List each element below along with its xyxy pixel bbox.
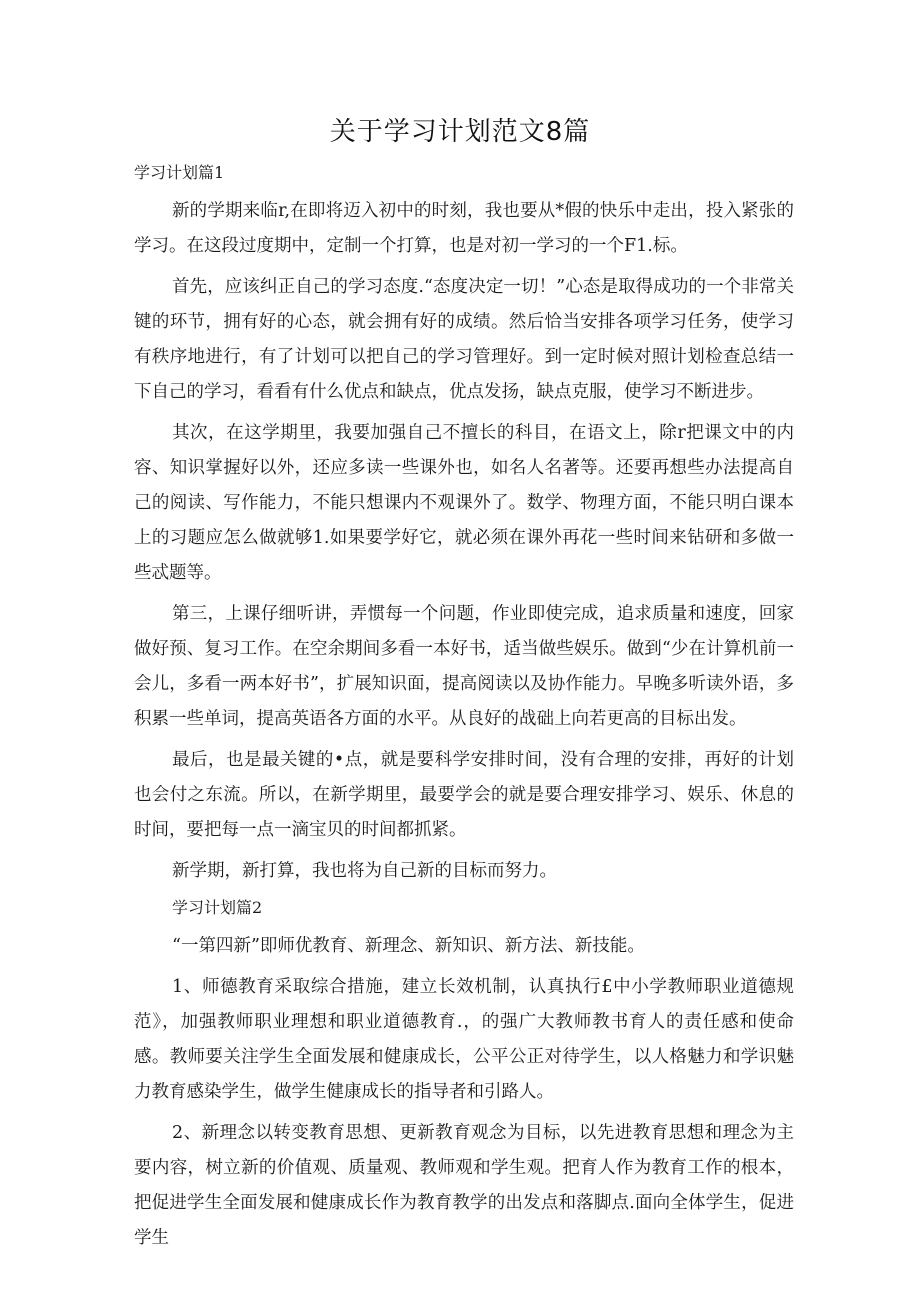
paragraph: 2、新理念以转变教育思想、更新教育观念为目标，以先进教育思想和理念为主要内容，树立新的价值观、质量观、教师观和学生观。把育人作为教育工作的根本，把促进学生全面发展和健康成长作为教育教学的出发点和落脚点.面向全体学生，促进学生 <box>134 1123 794 1248</box>
paragraph: 新的学期来临r,在即将迈入初中的时刻，我也要从*假的快乐中走出，投入紧张的学习。在这段过度期中，定制一个打算，也是对初一学习的一个F1.标。 <box>134 201 794 256</box>
document-title: 关于学习计划范文8篇 <box>329 117 591 147</box>
paragraph: 最后，也是最关键的•点，就是要科学安排时间，没有合理的安排，再好的计划也会付之东流。所以，在新学期里，最要学会的就是要合理安排学习、娱乐、休息的时间，要把每一点一滴宝贝的时间都抓紧。 <box>134 750 794 840</box>
paragraph: 第三，上课仔细听讲，弄惯每一个问题，作业即使完成，追求质量和速度，回家做好预、复习工作。在空余期间多看一本好书，适当做些娱乐。做到“少在计算机前一会儿，多看一两本好书”，扩展知识面，提高阅读以及协作能力。早晚多听读外语，多积累一些单词，提高英语各方面的水平。从良好的战础上向若更高的目标出发。 <box>134 604 794 729</box>
paragraph: “一第四新”即师优教育、新理念、新知识、新方法、新技能。 <box>172 936 645 956</box>
document-body <box>134 158 794 1256</box>
paragraph: 首先，应该纠正自己的学习态度.“态度决定一切！”心态是取得成功的一个非常关键的环节，拥有好的心态，就会拥有好的成绩。然后恰当安排各项学习任务，使学习有秩序地进行，有了计划可以把自己的学习管理好。到一定时候对照计划检查总结一下自己的学习，看看有什么优点和缺点，优点发扬，缺点克服，使学习不断进步。 <box>134 277 794 402</box>
section-heading: 学习计划篇1 <box>134 163 225 182</box>
paragraph: 新学期，新打算，我也将为自己新的目标而努力。 <box>172 861 557 881</box>
paragraph: 其次，在这学期里，我要加强自己不擅长的科目，在语文上，除r把课文中的内容、知识掌握好以外，还应多读一些课外也，如名人名著等。还要再想些办法提高自己的阅读、写作能力，不能只想课内不观课外了。数学、物理方面，不能只明白课本上的习题应怎么做就够1.如果要学好它，就必须在课外再花一些时间来钻研和多做一些忒题等。 <box>134 423 794 583</box>
paragraph: 1、师德教育采取综合措施，建立长效机制，认真执行£中小学教师职业道德规范》，加强教师职业理想和职业道德教育.，的强广大教师教书育人的责任感和使命感。教师要关注学生全面发展和健康成长，公平公正对待学生，以人格魅力和学识魅力教育感染学生，做学生健康成长的指导者和引路人。 <box>134 977 794 1102</box>
section-heading: 学习计划篇2 <box>172 898 263 917</box>
